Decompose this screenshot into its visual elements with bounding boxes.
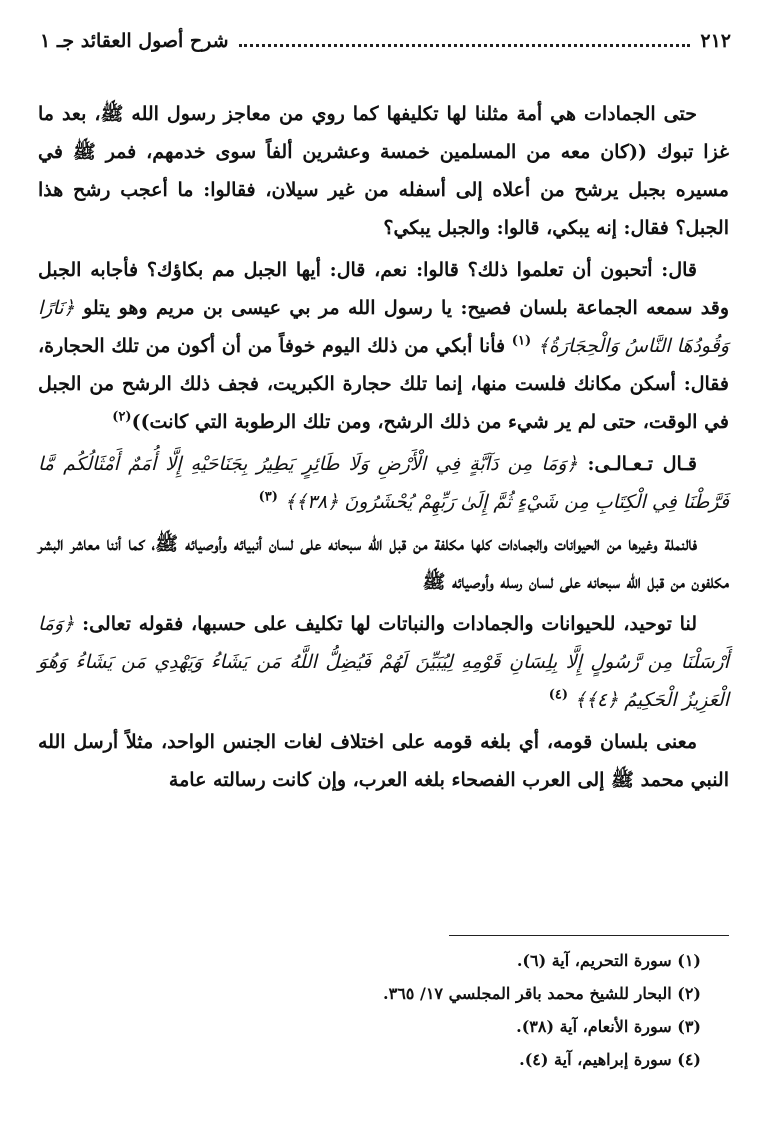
footnote-ref-3: (٣): [258, 489, 278, 505]
paragraph-5: [38, 605, 729, 719]
paragraph-2-text-b: فأنا أبكي من ذلك اليوم خوفاً من أن أكون من تلك الحجارة، فقال: أسكن مكانك فلست منها، إنما تلك حجارة الكبريت، فجف ذلك الرشح من الجبل في الوقت، حتى لم ير شيء من ذلك الرشح، ومن تلك الرطوبة التي كانت)): [38, 335, 729, 433]
header-dot-leader: [239, 30, 691, 47]
footnote-divider: [449, 935, 729, 936]
paragraph-5-text: لنا توحيد، للحيوانات والجمادات والنباتات لها تكليف على حسبها، فقوله تعالى:: [82, 613, 697, 635]
paragraph-3-text: قـال تـعـالـى:: [587, 453, 697, 475]
paragraph-1: حتى الجمادات هي أمة مثلنا لها تكليفها كما روي من معاجز رسول الله ﷺ، بعد ما غزا تبوك ((كان معه من المسلمين خمسة وعشرين ألفاً سوى خدمهم، فمر ﷺ في مسيره بجبل يرشح من أعلاه إلى أسفله من غير سيلان، فقالوا: ما أعجب رشح هذا الجبل؟ فقال: إنه يبكي، قالوا: والجبل يبكي؟: [38, 103, 729, 239]
footnote-ref-2: (٢): [112, 409, 132, 425]
footnote-ref-4: (٤): [548, 687, 568, 703]
footnote-3: (٣) سورة الأنعام، آية (٣٨).: [516, 1017, 701, 1036]
quran-verse-3: ﴿وَمَا أَرْسَلْنَا مِن رَّسُولٍ إِلَّا بِلِسَانِ قَوْمِهِ لِيُبَيِّنَ لَهُمْ فَيُضِلُّ اللَّهُ مَن يَشَاءُ وَيَهْدِي مَن يَشَاءُ وَهُوَ الْعَزِيزُ الْحَكِيمُ ﴿٤﴾﴾: [38, 613, 729, 711]
quran-verse-2: ﴿وَمَا مِن دَآبَّةٍ فِي الْأَرْضِ وَلَا طَائِرٍ يَطِيرُ بِجَنَاحَيْهِ إِلَّا أُمَمٌ أَمْثَالُكُم مَّا فَرَّطْنَا فِي الْكِتَابِ مِن شَيْءٍ ثُمَّ إِلَىٰ رَبِّهِمْ يُحْشَرُونَ ﴿٣٨﴾﴾: [38, 453, 729, 513]
paragraph-3: [38, 445, 729, 521]
paragraph-4: فالنملة وغيرها من الحيوانات والجمادات كلها مكلفة من قبل الله سبحانه على لسان أنبيائه وأوصيائه ﷺ، كما أننا معاشر البشر مكلفون من قبل الله سبحانه على لسان رسله وأوصيائه ﷺ: [38, 533, 729, 593]
footnote-1: (١) سورة التحريم، آية (٦).: [516, 951, 701, 970]
footnote-4: (٤) سورة إبراهيم، آية (٤).: [519, 1050, 701, 1069]
running-title: شرح أصول العقائد جـ ١: [40, 30, 229, 52]
footnote-ref-1: (١): [511, 333, 532, 349]
paragraph-2: [38, 251, 729, 441]
page-number: ٢١٢: [700, 30, 731, 52]
paragraph-6: معنى بلسان قومه، أي بلغه قومه على اختلاف لغات الجنس الواحد، مثلاً أرسل الله النبي محمد ﷺ إلى العرب الفصحاء بلغه العرب، وإن كانت رسالته عامة: [38, 731, 729, 791]
quran-verse-1: ﴿نَارًا وَقُودُهَا النَّاسُ وَالْحِجَارَةُ﴾: [38, 297, 729, 357]
page-header: [40, 30, 731, 52]
footnote-2: (٢) البحار للشيخ محمد باقر المجلسي ١٧/ ٣٦٥.: [383, 984, 701, 1003]
footnotes: [38, 935, 729, 1076]
page-body: [38, 95, 729, 803]
paragraph-2-text-a: قال: أتحبون أن تعلموا ذلك؟ قالوا: نعم، قال: أيها الجبل مم بكاؤك؟ فأجابه الجبل وقد سمعه الجماعة بلسان فصيح: يا رسول الله مر بي عيسى بن مريم وهو يتلو: [38, 259, 729, 319]
